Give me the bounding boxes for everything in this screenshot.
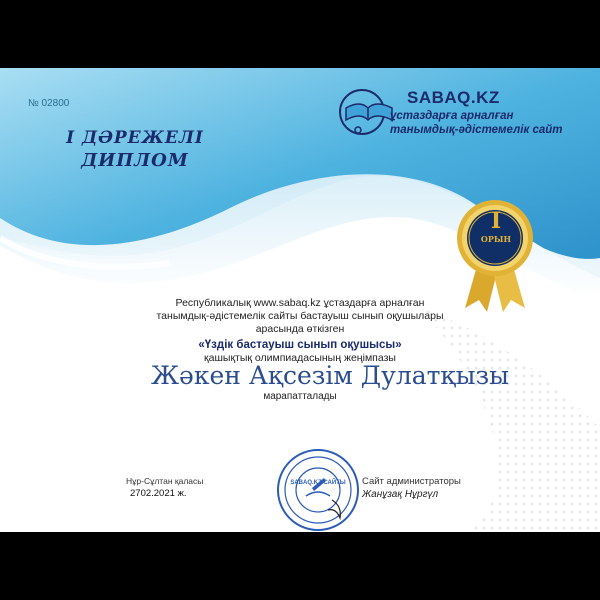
awarded-text: марапатталады (263, 391, 337, 402)
winner-line: қашықтық олимпиадасының жеңімпазы (204, 352, 396, 364)
official-stamp-icon (276, 448, 360, 532)
city-label: Нұр-Сұлтан қаласы (126, 476, 204, 486)
competition-name: «Үздік бастауыш сынып оқушысы» (198, 339, 402, 351)
body-text-line-3: арасында өткізген (255, 323, 345, 335)
stamp-text: SABAQ.KZ САЙТЫ (290, 480, 346, 486)
admin-name: Жанұзақ Нұргүл (362, 489, 439, 500)
tagline-line-1: ұстаздарға арналған (390, 110, 514, 122)
certificate-number: № 02800 (28, 98, 70, 109)
admin-label: Сайт администраторы (362, 476, 461, 487)
brand-name: SABAQ.KZ (407, 88, 500, 107)
open-book-logo-icon (338, 86, 398, 138)
body-text-line-1: Республикалық www.sabaq.kz ұстаздарға арналған (175, 297, 425, 309)
body-text-line-2: танымдық-әдістемелік сайты бастауыш сынып оқушылары (156, 310, 444, 322)
diploma-title: ДИПЛОМ (81, 150, 189, 171)
medal-numeral: I (490, 208, 502, 234)
degree-title: І ДӘРЕЖЕЛІ (66, 128, 204, 148)
recipient-name: Жәкен Ақсезім Дулатқызы (150, 361, 510, 390)
issue-date: 2702.2021 ж. (130, 488, 187, 499)
tagline-line-2: танымдық-әдістемелік сайт (390, 124, 563, 136)
diploma-certificate (0, 68, 600, 532)
medal-place-text: ОРЫН (480, 234, 512, 244)
